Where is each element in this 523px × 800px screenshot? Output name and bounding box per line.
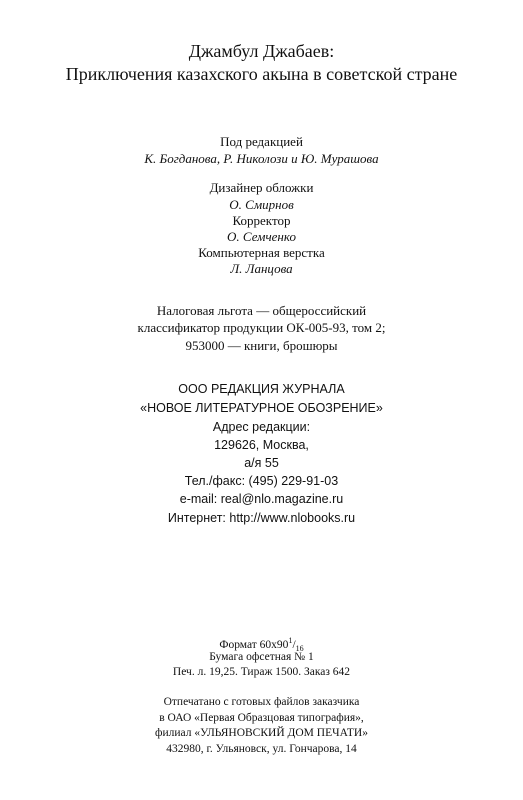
email: e-mail: real@nlo.magazine.ru bbox=[179, 492, 344, 506]
editors-label: Под редакцией bbox=[220, 134, 303, 149]
tax-line-3: 953000 — книги, брошюры bbox=[185, 338, 338, 353]
format-denominator: 16 bbox=[295, 644, 304, 654]
layout-label: Компьютерная верстка bbox=[198, 245, 325, 260]
website: Интернет: http://www.nlobooks.ru bbox=[167, 511, 356, 525]
print-stats: Печ. л. 19,25. Тираж 1500. Заказ 642 bbox=[172, 666, 351, 678]
printer-line-2: в ОАО «Первая Образцовая типография», bbox=[159, 712, 364, 724]
printer-line-1: Отпечатано с готовых файлов заказчика bbox=[163, 696, 360, 708]
address-line-1: 129626, Москва, bbox=[214, 438, 309, 452]
designer-name: О. Смирнов bbox=[229, 197, 294, 212]
format-line: Формат $60x90^1/_{16}$ bbox=[219, 636, 304, 654]
tax-line-1: Налоговая льгота — общероссийский bbox=[156, 303, 367, 318]
title-line-1: Джамбул Джабаев: bbox=[188, 41, 335, 61]
format-prefix: Формат 60x90 bbox=[219, 638, 289, 651]
designer-label: Дизайнер обложки bbox=[209, 180, 314, 195]
format-numerator: 1 bbox=[288, 636, 293, 645]
address-line-2: а/я 55 bbox=[244, 456, 279, 470]
printer-line-3: филиал «УЛЬЯНОВСКИЙ ДОМ ПЕЧАТИ» bbox=[155, 727, 368, 739]
paper-line: Бумага офсетная № 1 bbox=[209, 651, 314, 663]
publisher-name-1: ООО РЕДАКЦИЯ ЖУРНАЛА bbox=[178, 382, 345, 396]
phone-fax: Тел./факс: (495) 229-91-03 bbox=[184, 474, 339, 488]
layout-name: Л. Ланцова bbox=[230, 261, 293, 276]
title-line-2: Приключения казахского акына в советской стране bbox=[65, 64, 458, 84]
tax-line-2: классификатор продукции ОК-005-93, том 2; bbox=[137, 320, 386, 335]
address-label: Адрес редакции: bbox=[212, 420, 311, 434]
publisher-name-2: «НОВОЕ ЛИТЕРАТУРНОЕ ОБОЗРЕНИЕ» bbox=[140, 401, 383, 415]
printer-line-4: 432980, г. Ульяновск, ул. Гончарова, 14 bbox=[166, 743, 357, 755]
proofreader-label: Корректор bbox=[232, 213, 291, 228]
editors-names: К. Богданова, Р. Николози и Ю. Мурашова bbox=[144, 151, 379, 166]
proofreader-name: О. Семченко bbox=[227, 229, 296, 244]
